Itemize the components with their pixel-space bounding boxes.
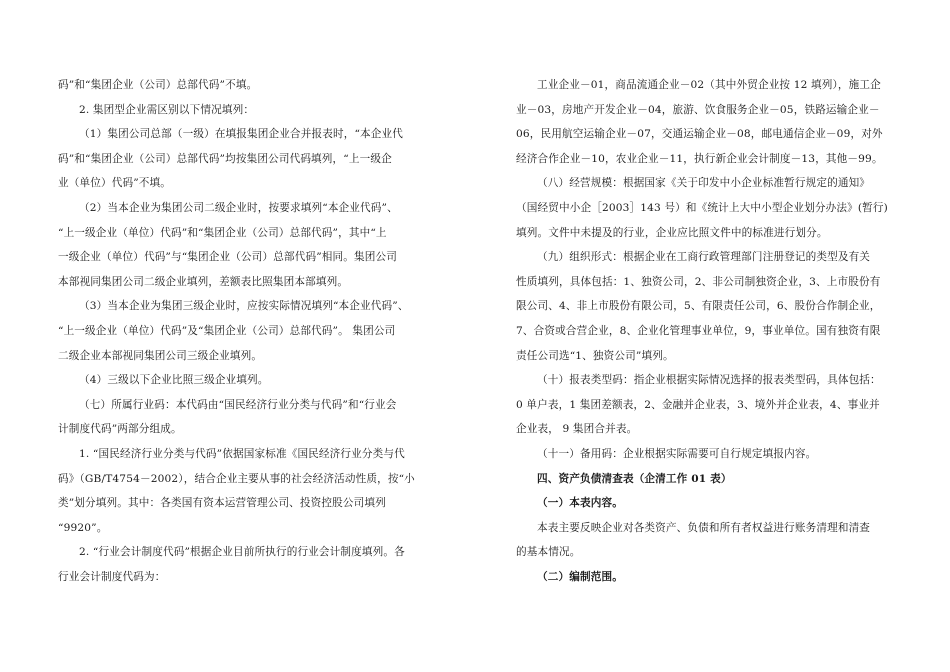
text-line: 0 单户表，1 集团差额表，2、金融并企业表，3、境外并企业表，4、事业并 xyxy=(516,398,880,411)
right-text-column xyxy=(516,73,908,589)
text-line: 码”和“集团企业（公司）总部代码”均按集团公司代码填列，“上一级企 xyxy=(58,152,392,165)
text-line: 2. 集团型企业需区别以下情况填列： xyxy=(79,103,255,116)
text-line: 7、合资或合营企业，8、企业化管理事业单位，9，事业单位。国有独资有限 xyxy=(516,324,881,337)
text-line: “9920”。 xyxy=(58,521,108,534)
text-line: 性质填列，具体包括：1、独资公司，2、非公司制独资企业，3、上市股份有 xyxy=(516,275,881,288)
text-line: 2. “行业会计制度代码”根据企业目前所执行的行业会计制度填列。各 xyxy=(79,546,405,559)
text-line: 责任公司选“1、独资公司”填列。 xyxy=(516,349,674,362)
text-line: （九）组织形式：根据企业在工商行政管理部门注册登记的类型及有关 xyxy=(537,251,871,264)
text-line: （1）集团公司总部（一级）在填报集团企业合并报表时，“本企业代 xyxy=(79,128,404,141)
text-line: 限公司、4、非上市股份有限公司，5、有限责任公司，6、股份合作制企业， xyxy=(516,300,881,313)
text-line: 填列。文件中未提及的行业，企业应比照文件中的标准进行划分。 xyxy=(516,226,828,239)
text-line: 本表主要反映企业对各类资产、负债和所有者权益进行账务清理和清查 xyxy=(537,521,871,534)
section-heading-line: （一）本表内容。 xyxy=(537,497,623,510)
left-text-column xyxy=(58,73,450,589)
text-line: 1. “国民经济行业分类与代码”依据国家标准《国民经济行业分类与代 xyxy=(79,447,405,460)
text-line: 一级企业（单位）代码”与“集团企业（公司）总部代码”相同。集团公司 xyxy=(58,251,398,264)
text-line: 06，民用航空运输企业－07，交通运输企业－08，邮电通信企业－09，对外 xyxy=(516,128,883,141)
text-line: （2）当本企业为集团公司二级企业时，按要求填列“本企业代码”、 xyxy=(79,201,398,214)
text-line: “上一级企业（单位）代码”及“集团企业（公司）总部代码”。 集团公司 xyxy=(58,324,396,337)
text-line: （3）当本企业为集团三级企业时，应按实际情况填列“本企业代码”、 xyxy=(79,300,409,313)
text-line: 本部视同集团公司二级企业填列，差额表比照集团本部填列。 xyxy=(58,275,349,288)
text-line: （八）经营规模：根据国家《关于印发中小企业标准暂行规定的通知》 xyxy=(537,177,871,190)
section-heading-line: （二）编制范围。 xyxy=(537,570,623,583)
text-line: 码”和“集团企业（公司）总部代码”不填。 xyxy=(58,79,258,91)
text-line: 计制度代码”两部分组成。 xyxy=(58,423,182,436)
text-line: （十一）备用码：企业根据实际需要可自行规定填报内容。 xyxy=(537,447,817,460)
section-heading-line: 四、资产负债清查表（企清工作 01 表） xyxy=(537,472,732,485)
text-line: 业（单位）代码”不填。 xyxy=(58,177,172,190)
text-line: （国经贸中小企［2003］143 号）和《统计上大中小型企业划分办法》(暂行) xyxy=(516,201,888,214)
text-line: 的基本情况。 xyxy=(516,546,581,559)
text-line: “上一级企业（单位）代码”和“集团企业（公司）总部代码”，其中“上 xyxy=(58,226,387,239)
text-line: 类”划分填列。其中：各类国有资本运营管理公司、投资控股公司填列 xyxy=(58,497,386,510)
text-line: 工业企业－01，商品流通企业－02（其中外贸企业按 12 填列），施工企 xyxy=(537,79,881,91)
text-line: （七）所属行业码：本代码由“国民经济行业分类与代码”和“行业会 xyxy=(79,398,397,411)
text-line: 企业表， 9 集团合并表。 xyxy=(516,423,638,436)
text-line: 经济合作企业－10，农业企业－11，执行新企业会计制度－13，其他－99。 xyxy=(516,152,883,165)
text-line: 码》（GB/T4754－2002），结合企业主要从事的社会经济活动性质，按“小 xyxy=(58,472,415,485)
text-line: 二级企业本部视同集团公司三级企业填列。 xyxy=(58,349,263,362)
text-line: 业－03，房地产开发企业－04，旅游、饮食服务企业－05，铁路运输企业－ xyxy=(516,103,880,116)
text-line: （十）报表类型码：指企业根据实际情况选择的报表类型码，具体包括： xyxy=(537,374,881,387)
text-line: （4）三级以下企业比照三级企业填列。 xyxy=(79,374,269,387)
text-line: 行业会计制度代码为： xyxy=(58,570,166,583)
